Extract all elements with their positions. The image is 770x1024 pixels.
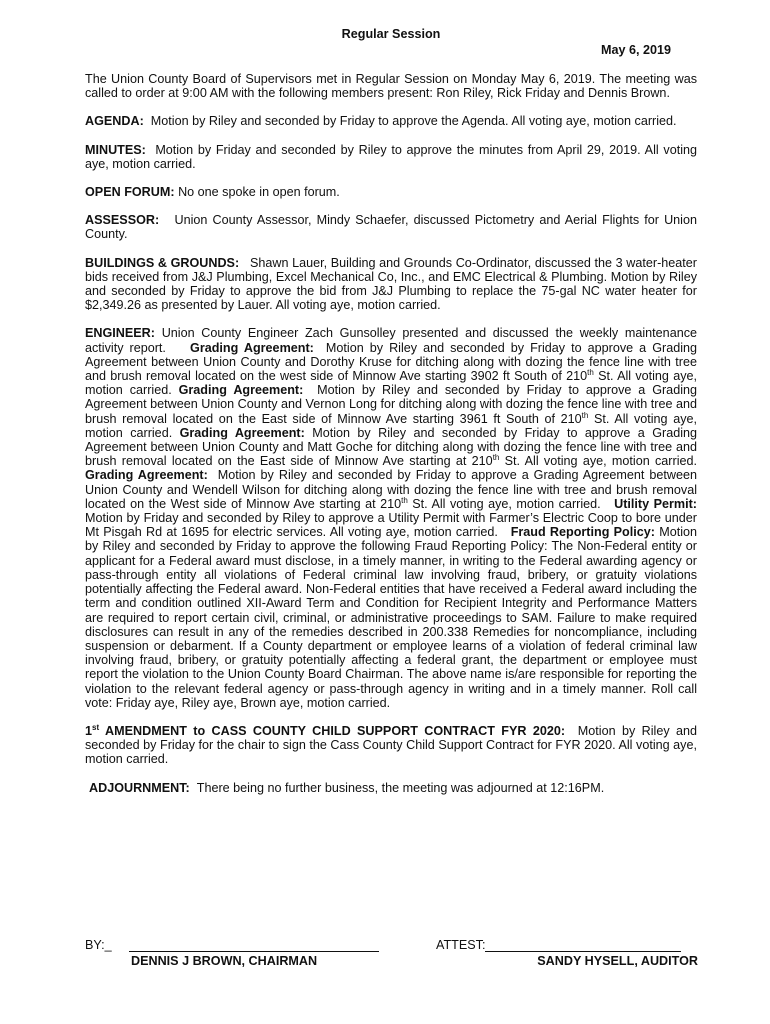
minutes-paragraph: MINUTES: Motion by Friday and seconded by Riley to approve the minutes from April 29, 2019. All voting aye, motion carried. xyxy=(85,142,697,171)
utility-permit-label: Utility Permit: xyxy=(614,496,698,511)
agenda-label: AGENDA: xyxy=(85,114,144,129)
agenda-paragraph: AGENDA: Motion by Riley and seconded by Friday to approve the Agenda. All voting aye, motion carried. xyxy=(85,114,677,129)
attest-label: ATTEST: xyxy=(436,938,486,952)
chairman-signature-line xyxy=(129,939,379,952)
fraud-policy-label: Fraud Reporting Policy: xyxy=(510,525,655,540)
grading-label-1: Grading Agreement: xyxy=(190,340,314,355)
assessor-label: ASSESSOR: xyxy=(85,213,160,228)
chairman-name: DENNIS J BROWN, CHAIRMAN xyxy=(131,954,318,968)
adjournment-label: ADJOURNMENT: xyxy=(89,780,190,795)
amendment-paragraph: 1st AMENDMENT to CASS COUNTY CHILD SUPPORT CONTRACT FYR 2020: Motion by Riley and seconded by Friday for the chair to sign the Cass County Child Support Contract for FYR 2020. All voting aye, motion carried. xyxy=(85,722,697,767)
auditor-signature xyxy=(436,938,698,968)
intro-paragraph: The Union County Board of Supervisors met in Regular Session on Monday May 6, 2019. The meeting was called to order at 9:00 AM with the following members present: Ron Riley, Rick Friday and Dennis Brown. xyxy=(85,72,697,101)
grading-label-2: Grading Agreement: xyxy=(178,383,304,398)
buildings-paragraph: BUILDINGS & GROUNDS: Shawn Lauer, Building and Grounds Co-Ordinator, discussed the 3 water-heater bids received from J&J Plumbing, Excel Mechanical Co, Inc., and EMC Electrical & Plumbing. Motion by Riley and seconded by Friday to approve the bid from J&J Plumbing to replace the 75-gal NC water heater for $2,349.26 as presented by Lauer. All voting aye, motion carried. xyxy=(85,255,697,313)
grading-label-4: Grading Agreement: xyxy=(85,468,208,483)
grading-label-3: Grading Agreement: xyxy=(179,425,305,440)
amendment-label: 1st AMENDMENT to CASS COUNTY CHILD SUPPORT CONTRACT FYR 2020: xyxy=(85,722,566,738)
open-forum-paragraph: OPEN FORUM: No one spoke in open forum. xyxy=(85,185,340,200)
minutes-label: MINUTES: xyxy=(85,142,146,157)
chairman-signature xyxy=(85,938,385,968)
engineer-paragraph: ENGINEER: Union County Engineer Zach Gunsolley presented and discussed the weekly maintenance activity report. Grading Agreement: Motion by Riley and seconded by Friday to approve a Grading Agreement between Union County and Dorothy Kruse for ditching along with dozing the fence line with tree and brush removal located on the west side of Minnow Ave starting 3902 ft South of 210th St. All voting aye, motion carried. Grading Agreement: Motion by Riley and seconded by Friday to approve a Grading Agreement between Union County and Vernon Long for ditching along with dozing the fence line with tree and brush removal located on the East side of Minnow Ave starting 3961 ft South of 210th St. All voting aye, motion carried. Grading Agreement: Motion by Riley and seconded by Friday to approve a Grading Agreement between Union County and Matt Goche for ditching along with dozing the fence line with tree and brush removal located on the East side of Minnow Ave starting at 210th St. All voting aye, motion carried. Grading Agreement: Motion by Riley and seconded by Friday to approve a Grading Agreement between Union County and Wendell Wilson for ditching along with dozing the fence line with tree and brush removal located on the West side of Minnow Ave starting at 210th St. All voting aye, motion carried. Utility Permit: Motion by Friday and seconded by Riley to approve a Utility Permit with Farmer’s Electric Coop to bore under Mt Pisgah Rd at 1695 for electric services. All voting aye, motion carried. Fraud Reporting Policy: Motion by Riley and seconded by Friday to approve the following Fraud Reporting Policy: The Non-Federal entity or applicant for a Federal award must disclose, in a timely manner, in writing to the Federal awarding agency or pass-through entity all violations of Federal criminal law involving fraud, bribery, or gratuity violations potentially affecting the Federal award. Non-Federal entities that have received a Federal award including the term and condition outlined XII-Award Term and Condition for Recipient Integrity and Performance Matters are required to report certain civil, criminal, or administrative proceedings to SAM. Failure to make required disclosures can result in any of the remedies described in 200.338 Remedies for noncompliance, including suspension or debarment. If a County department or employee learns of a violation of federal criminal law involving fraud, bribery, or gratuity potentially affecting a federal grant, the department or employee must report the violation to the Union County Board Chairman. The above name is/are responsible for reporting the violation to the relevant federal agency or pass-through agency in writing and in a timely manner. Roll call vote: Friday aye, Riley aye, Brown aye, motion carried. xyxy=(85,326,698,710)
open-forum-label: OPEN FORUM: xyxy=(85,185,175,200)
engineer-label: ENGINEER: xyxy=(85,326,155,341)
assessor-paragraph: ASSESSOR: Union County Assessor, Mindy Schaefer, discussed Pictometry and Aerial Flights for Union County. xyxy=(85,213,697,242)
session-title: Regular Session xyxy=(341,27,441,41)
auditor-name: SANDY HYSELL, AUDITOR xyxy=(537,954,698,968)
adjournment-paragraph: ADJOURNMENT: There being no further business, the meeting was adjourned at 12:16PM. xyxy=(89,780,605,795)
buildings-label: BUILDINGS & GROUNDS: xyxy=(85,255,240,270)
session-date: May 6, 2019 xyxy=(600,43,671,57)
minutes-document xyxy=(85,26,697,809)
by-label: BY:_ xyxy=(85,938,112,952)
auditor-signature-line xyxy=(485,939,681,952)
